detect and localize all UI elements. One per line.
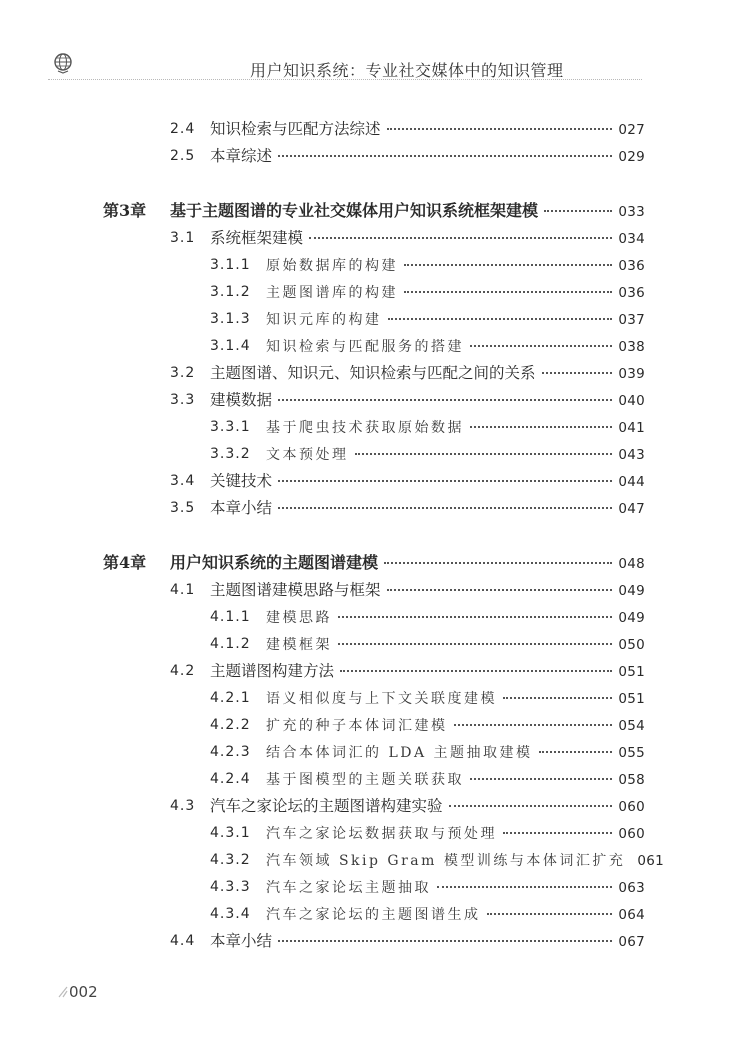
toc-entry-title: 本章小结 [210, 932, 273, 950]
toc-subsection-row[interactable] [0, 820, 750, 846]
toc-section-row[interactable] [0, 143, 750, 169]
dot-leader [470, 410, 612, 428]
toc-entry-page: 029 [618, 149, 645, 165]
toc-entry-title: 汽车之家论坛的主题图谱生成 [266, 907, 481, 923]
dot-leader [278, 383, 612, 401]
toc-entry-title: 主题谱图构建方法 [210, 662, 335, 680]
toc-entry-number: 4.3.3 [210, 879, 251, 895]
toc-section-row[interactable] [0, 658, 750, 684]
toc-entry-page: 050 [618, 637, 645, 653]
dot-leader [355, 437, 613, 455]
toc-entry-number: 4.2.1 [210, 690, 251, 706]
toc-entry-title: 文本预处理 [266, 447, 349, 463]
toc-subsection-row[interactable] [0, 766, 750, 792]
toc-entry-number: 4.2.4 [210, 771, 251, 787]
toc-entry-page: 058 [618, 772, 645, 788]
toc-subsection-row[interactable] [0, 685, 750, 711]
toc-entry-title: 本章综述 [210, 147, 273, 165]
dot-leader [340, 654, 612, 672]
dot-leader [542, 356, 613, 374]
toc-entry-title: 关键技术 [210, 472, 273, 490]
toc-entry-page: 036 [618, 285, 645, 301]
dot-leader [387, 112, 613, 130]
toc-entry-number: 4.1.2 [210, 636, 251, 652]
dot-leader [487, 897, 613, 915]
toc-entry-title: 知识检索与匹配服务的搭建 [266, 339, 464, 355]
toc-entry-number: 4.3.2 [210, 852, 251, 868]
book-title: 用户知识系统：专业社交媒体中的知识管理 [250, 61, 564, 80]
toc-entry-page: 048 [618, 556, 645, 572]
dot-leader [384, 546, 612, 564]
dot-leader [338, 600, 612, 618]
dot-leader [338, 627, 612, 645]
toc-entry-page: 037 [618, 312, 645, 328]
toc-entry-number: 4.1 [170, 582, 196, 598]
dot-leader [470, 762, 612, 780]
toc-entry-number: 第3章 [103, 201, 147, 220]
dot-leader [404, 248, 612, 266]
toc-entry-number: 3.3.2 [210, 446, 251, 462]
toc-entry-page: 047 [618, 501, 645, 517]
toc-entry [210, 495, 645, 522]
toc-entry-page: 060 [618, 799, 645, 815]
toc-chapter-row[interactable] [0, 550, 750, 576]
toc-entry-number: 2.5 [170, 148, 196, 164]
toc-entry-title: 主题图谱、知识元、知识检索与匹配之间的关系 [210, 364, 536, 382]
toc-entry-page: 067 [618, 934, 645, 950]
toc-subsection-row[interactable] [0, 306, 750, 332]
dot-leader [387, 573, 613, 591]
toc-entry-title: 汽车之家论坛数据获取与预处理 [266, 826, 497, 842]
toc-entry-title: 本章小结 [210, 499, 273, 517]
toc-section-row[interactable] [0, 495, 750, 521]
dot-leader [449, 789, 613, 807]
toc-subsection-row[interactable] [0, 333, 750, 359]
toc-entry-page: 064 [618, 907, 645, 923]
toc-section-row[interactable] [0, 793, 750, 819]
toc-section-row[interactable] [0, 928, 750, 954]
toc-subsection-row[interactable] [0, 739, 750, 765]
toc-entry-title: 知识元库的构建 [266, 312, 382, 328]
dot-leader [278, 139, 612, 157]
toc-entry-number: 3.3.1 [210, 419, 251, 435]
page-corner-mark [58, 986, 68, 998]
toc-entry-number: 4.3.4 [210, 906, 251, 922]
dot-leader [470, 329, 612, 347]
toc-entry-title: 汽车领域 Skip Gram 模型训练与本体词汇扩充 [266, 853, 626, 869]
toc-section-row[interactable] [0, 387, 750, 413]
toc-entry-title: 原始数据库的构建 [266, 258, 398, 274]
toc-entry-title: 语义相似度与上下文关联度建模 [266, 691, 497, 707]
toc-subsection-row[interactable] [0, 847, 750, 873]
toc-entry-title: 建模框架 [266, 637, 332, 653]
toc-entry-title: 建模思路 [266, 610, 332, 626]
toc-entry-number: 3.1.2 [210, 284, 251, 300]
toc-entry-page: 049 [618, 583, 645, 599]
toc-entry-title: 系统框架建模 [210, 229, 304, 247]
toc-entry-page: 055 [618, 745, 645, 761]
toc-entry-number: 3.3 [170, 392, 196, 408]
toc-entry-number: 3.4 [170, 473, 196, 489]
toc-entry-number: 3.1.1 [210, 257, 251, 273]
toc-entry-page: 054 [618, 718, 645, 734]
toc-entry-page: 049 [618, 610, 645, 626]
toc-entry-page: 060 [618, 826, 645, 842]
toc-entry-title: 主题图谱建模思路与框架 [210, 581, 381, 599]
toc-entry-number: 4.2.3 [210, 744, 251, 760]
toc-entry-number: 3.1.4 [210, 338, 251, 354]
dot-leader [454, 708, 613, 726]
toc-subsection-row[interactable] [0, 712, 750, 738]
toc-entry-page: 039 [618, 366, 645, 382]
toc-entry-title: 汽车之家论坛的主题图谱构建实验 [210, 797, 443, 815]
toc-entry-title: 基于爬虫技术获取原始数据 [266, 420, 464, 436]
toc-entry-page: 043 [618, 447, 645, 463]
toc-entry-title: 基于主题图谱的专业社交媒体用户知识系统框架建模 [170, 201, 539, 220]
toc-entry-title: 基于图模型的主题关联获取 [266, 772, 464, 788]
toc-section-row[interactable] [0, 225, 750, 251]
toc-entry-number: 2.4 [170, 121, 196, 137]
toc-entry-page: 033 [618, 204, 645, 220]
toc-entry-page: 040 [618, 393, 645, 409]
toc-entry-title: 知识检索与匹配方法综述 [210, 120, 381, 138]
toc-entry-number: 4.2 [170, 663, 196, 679]
dot-leader [278, 924, 612, 942]
toc-entry-page: 051 [618, 691, 645, 707]
toc-entry-title: 建模数据 [210, 391, 273, 409]
toc-entry-title: 用户知识系统的主题图谱建模 [170, 553, 379, 572]
toc-subsection-row[interactable] [0, 874, 750, 900]
toc-subsection-row[interactable] [0, 279, 750, 305]
toc-entry-page: 034 [618, 231, 645, 247]
toc-entry-title: 扩充的种子本体词汇建模 [266, 718, 448, 734]
toc-entry-number: 3.5 [170, 500, 196, 516]
toc-entry-page: 027 [618, 122, 645, 138]
toc-subsection-row[interactable] [0, 252, 750, 278]
toc-entry-page: 036 [618, 258, 645, 274]
dot-leader [539, 735, 613, 753]
dot-leader [278, 464, 612, 482]
toc-entry [266, 820, 645, 847]
toc-entry-number: 3.2 [170, 365, 196, 381]
toc-entry-title: 主题图谱库的构建 [266, 285, 398, 301]
toc-entry-number: 3.1.3 [210, 311, 251, 327]
toc-entry-page: 051 [618, 664, 645, 680]
dot-leader [309, 221, 612, 239]
toc-entry-page: 041 [618, 420, 645, 436]
toc-entry-page: 061 [637, 853, 665, 869]
dot-leader [388, 302, 613, 320]
toc-entry-number: 4.3 [170, 798, 196, 814]
toc-entry-number: 4.4 [170, 933, 196, 949]
dot-leader [437, 870, 612, 888]
toc-entry-page: 038 [618, 339, 645, 355]
dot-leader [278, 491, 612, 509]
toc-entry-number: 3.1 [170, 230, 196, 246]
toc-entry-number: 4.3.1 [210, 825, 251, 841]
dot-leader [503, 681, 612, 699]
toc-entry-page: 044 [618, 474, 645, 490]
dot-leader [503, 816, 612, 834]
toc-entry-title: 汽车之家论坛主题抽取 [266, 880, 431, 896]
toc-entry [210, 928, 645, 955]
toc-entry-number: 第4章 [103, 553, 147, 572]
dot-leader [404, 275, 612, 293]
toc-entry-page: 063 [618, 880, 645, 896]
page-number: 002 [69, 983, 98, 1001]
dot-leader [544, 194, 612, 212]
toc-entry-number: 4.1.1 [210, 609, 251, 625]
toc-entry-title: 结合本体词汇的 LDA 主题抽取建模 [266, 745, 533, 761]
toc-entry [210, 143, 645, 170]
toc-entry-number: 4.2.2 [210, 717, 251, 733]
